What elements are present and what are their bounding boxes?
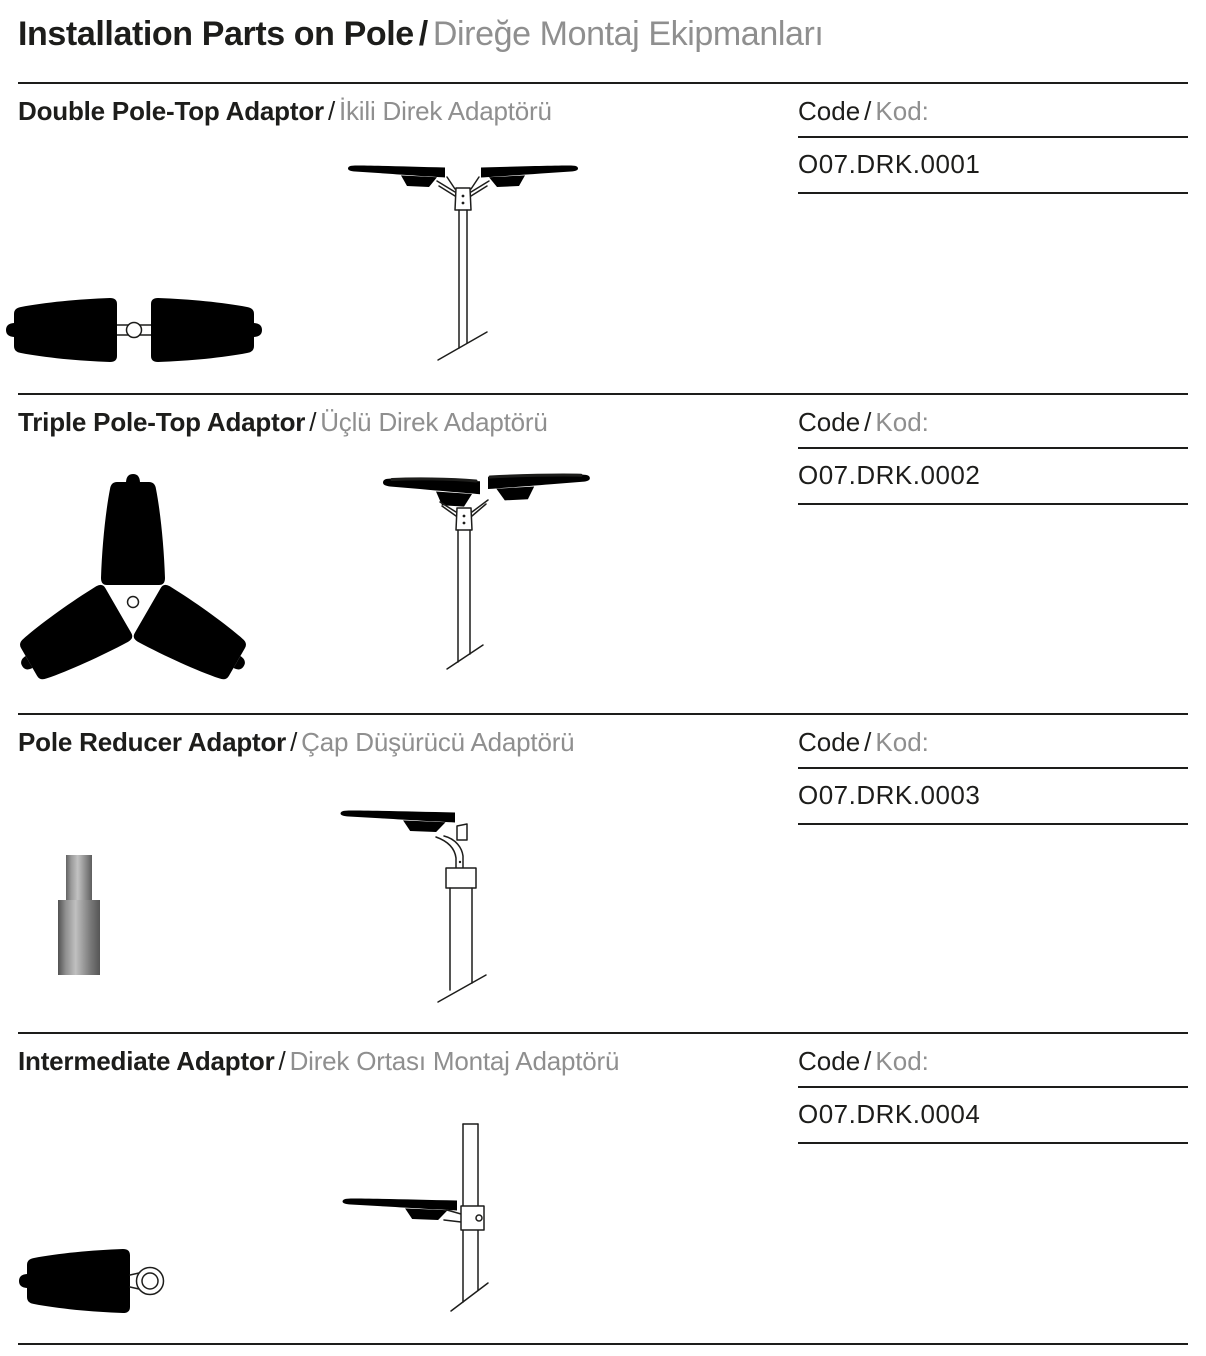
single-adaptor-clamp-ring-top-view-drawing [18,1247,180,1317]
page-title [18,0,1188,54]
code-label-en: Code [798,727,861,757]
code-label [798,395,1188,447]
code-block [798,84,1188,194]
section-title-tr: Direk Ortası Montaj Adaptörü [289,1046,620,1076]
code-label [798,84,1188,136]
code-label-tr: Kod: [875,1046,929,1076]
code-label-tr: Kod: [875,96,929,126]
code-label-separator: / [864,1046,872,1076]
code-block [798,715,1188,825]
code-label-en: Code [798,407,861,437]
page-title-separator: / [418,15,428,53]
code-label [798,715,1188,767]
code-label [798,1034,1188,1086]
section-title-en: Triple Pole-Top Adaptor [18,407,306,437]
code-label-separator: / [864,727,872,757]
triple-luminaire-on-pole-drawing [378,472,592,672]
page-header [18,0,1188,82]
section-title-separator: / [327,96,335,126]
section-title-separator: / [309,407,317,437]
page-title-en: Installation Parts on Pole [18,15,414,53]
section-title-en: Intermediate Adaptor [18,1046,275,1076]
section-title-separator: / [278,1046,286,1076]
triple-adaptor-top-view-drawing [15,474,251,692]
code-block [798,395,1188,505]
code-label-tr: Kod: [875,727,929,757]
product-code: O07.DRK.0002 [798,447,1188,505]
double-luminaire-on-pole-drawing [340,164,580,364]
section-title-tr: İkili Direk Adaptörü [338,96,552,126]
code-label-en: Code [798,1046,861,1076]
page-title-tr: Direğe Montaj Ekipmanları [432,15,824,53]
code-label-separator: / [864,407,872,437]
code-label-tr: Kod: [875,407,929,437]
section-title-en: Double Pole-Top Adaptor [18,96,324,126]
luminaire-on-reduced-pole-drawing [338,808,486,1008]
double-adaptor-top-view-drawing [12,296,256,364]
product-code: O07.DRK.0001 [798,136,1188,194]
section-double-pole-top-adaptor [18,82,1188,393]
section-title-separator: / [290,727,298,757]
section-triple-pole-top-adaptor [18,393,1188,713]
content-area [18,0,1188,1345]
code-label-separator: / [864,96,872,126]
product-code: O07.DRK.0004 [798,1086,1188,1144]
luminaire-mid-pole-drawing [340,1122,492,1317]
product-code: O07.DRK.0003 [798,767,1188,825]
code-label-en: Code [798,96,861,126]
code-block [798,1034,1188,1144]
section-pole-reducer-adaptor [18,713,1188,1032]
section-intermediate-adaptor [18,1032,1188,1345]
section-title-tr: Üçlü Direk Adaptörü [320,407,548,437]
section-title-en: Pole Reducer Adaptor [18,727,287,757]
section-title-tr: Çap Düşürücü Adaptörü [301,727,575,757]
pole-reducer-cylinder-drawing [58,855,100,975]
